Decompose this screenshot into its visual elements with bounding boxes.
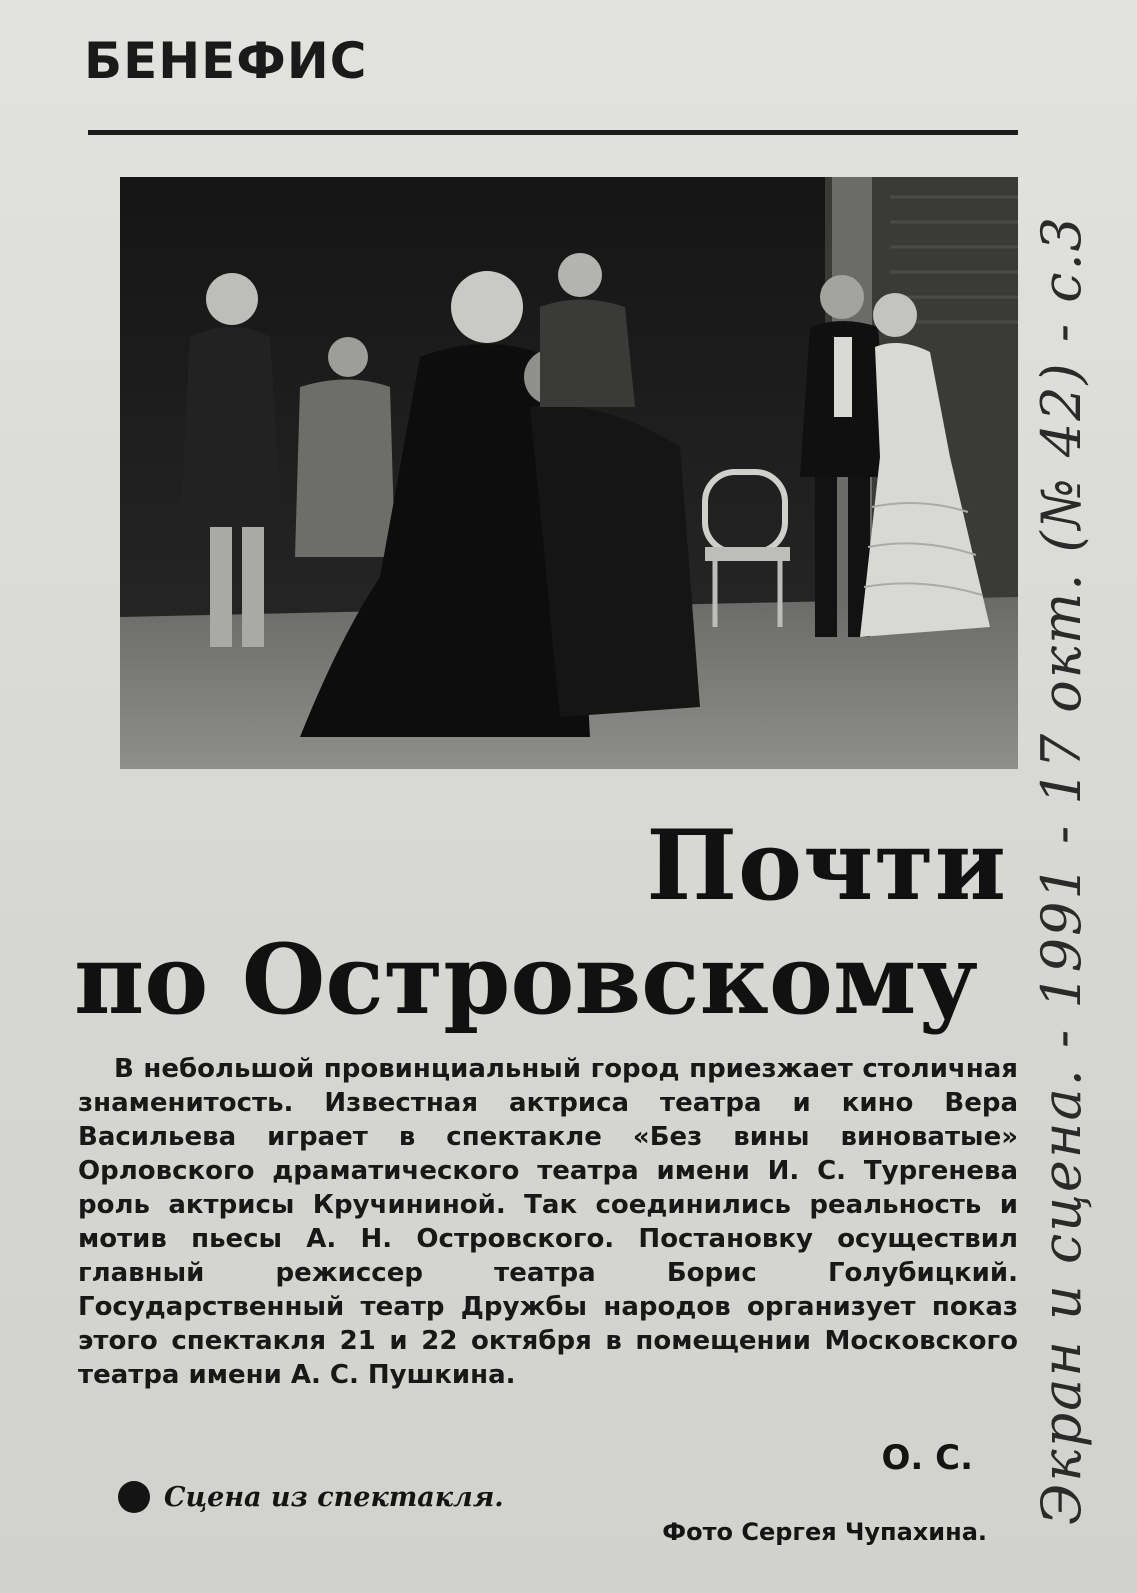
stage-photo [120, 177, 1018, 769]
headline-line-2: по Островскому [74, 923, 978, 1036]
photo-caption: Сцена из спектакля. [164, 1481, 504, 1513]
handwritten-source-note: Экран и сцена. - 1991 - 17 окт. (№ 42) - с.3 [1030, 214, 1093, 1525]
author-initials: О. С. [881, 1438, 973, 1478]
photo-caption-row [118, 1481, 504, 1513]
article-body: В небольшой провинциальный город приезжает столичная знаменитость. Известная актриса театра и кино Вера Васильева играет в спектакле «Без вины виноватые» Орловского драматического театра имени И. С. Тургенева роль актрисы Кручининой. Так соединились реальность и мотив пьесы А. Н. Островского. Постановку осуществил главный режиссер театра Борис Голубицкий. Государственный театр Дружбы народов организует показ этого спектакля 21 и 22 октября в помещении Московского театра имени А. С. Пушкина. [78, 1054, 1018, 1390]
headline-line-1: Почти [646, 809, 1007, 922]
bullet-icon [118, 1481, 150, 1513]
section-rubric: БЕНЕФИС [84, 32, 368, 90]
photo-credit: Фото Сергея Чупахина. [662, 1518, 987, 1546]
header-rule [88, 130, 1018, 135]
stage-photo-illustration [120, 177, 1018, 769]
